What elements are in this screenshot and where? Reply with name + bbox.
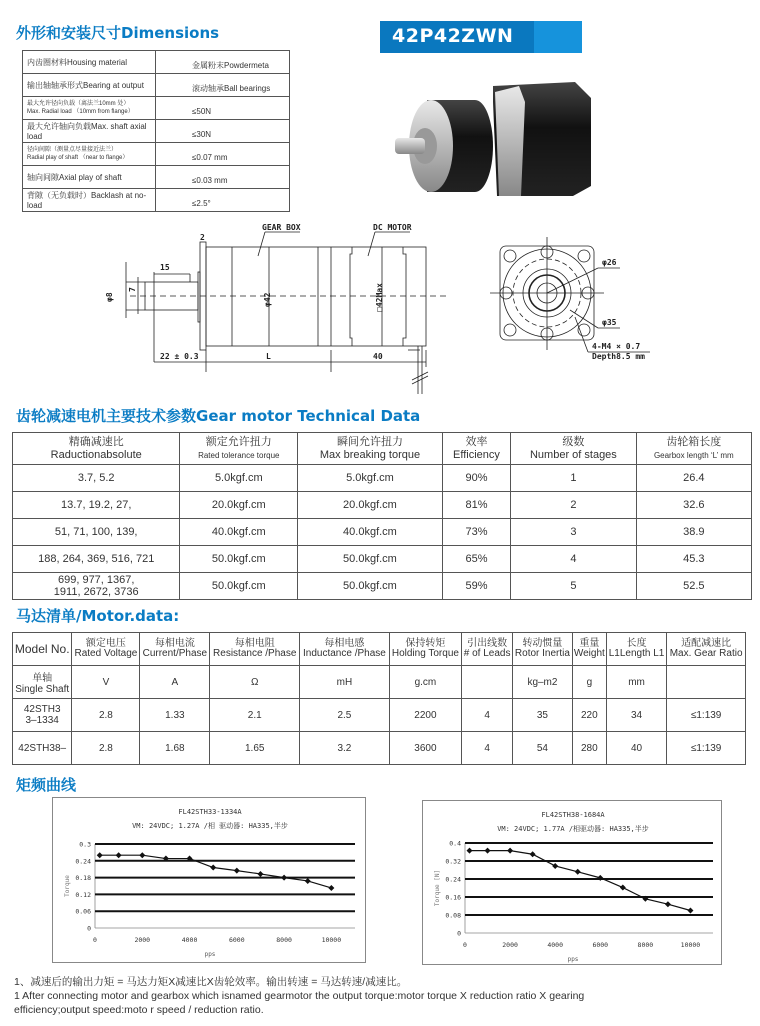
gear-box-label: GEAR BOX [262,223,301,232]
dimension-value: 滚动轴承Ball bearings [156,74,290,97]
x-axis-label: pps [567,956,579,963]
tech-cell: 40.0kgf.cm [298,519,443,546]
data-point [139,852,145,858]
motor-header-cn: 额定电压 [85,638,126,649]
motor-unit-cell: A [140,666,210,699]
motor-cell: 42STH38– [13,732,72,765]
y-tick-label: 0 [457,929,461,938]
dimension-row [23,166,290,189]
dimension-row [23,120,290,143]
motor-flange [495,86,525,196]
tech-header-cn: 级数 [562,435,585,448]
data-point [210,865,216,871]
motor-cell: 2.5 [300,699,389,732]
tech-cell: 3 [511,519,636,546]
torque-chart-2 [422,800,722,965]
motor-header-cn: 每相电阻 [234,638,275,649]
motor-unit-cell: g.cm [389,666,462,699]
dimensions-title: 外形和安装尺寸Dimensions [16,24,220,42]
motor-data-title: 马达清单/Motor.data: [16,607,180,625]
data-point [620,885,626,891]
front-thread: 4-M4 × 0.7 [592,342,641,351]
motor-cell: 280 [572,732,606,765]
motor-cell: 35 [513,699,573,732]
tech-header-cn: 精确减速比 [68,435,124,448]
motor-header [572,633,606,666]
motor-cell: 2.8 [72,699,140,732]
motor-header-en: Current/Phase [142,648,208,659]
x-tick-label: 10000 [321,936,342,944]
x-tick-label: 6000 [228,936,245,944]
tech-cell: 5.0kgf.cm [298,465,443,492]
motor-cell: 40 [606,732,666,765]
torque-chart-1 [52,797,366,963]
x-tick-label: 0 [463,941,467,949]
tech-cell: 50.0kgf.cm [180,546,298,573]
motor-header-en: Weight [573,648,605,659]
tech-header-cn: 效率 [465,435,488,448]
tech-header-en: Rated tolerance torque [198,450,280,460]
motor-unit-cell: kg–m2 [513,666,573,699]
motor-unit-cell: 单轴 Single Shaft [13,666,72,699]
motor-header-cn: 每相电感 [324,638,365,649]
motor-unit-cell: Ω [210,666,300,699]
tech-header-en: Raductionabsolute [50,448,142,461]
dim-15: 15 [160,263,170,272]
tech-cell: 90% [442,465,510,492]
motor-header-en: L1Length L1 [608,648,665,659]
motor-header-en: Rated Voltage [74,648,138,659]
data-point [116,852,122,858]
data-point [530,851,536,857]
motor-cell: 3600 [389,732,462,765]
tech-data-table [12,432,752,600]
motor-cell: 54 [513,732,573,765]
motor-unit-cell: mm [606,666,666,699]
motor-header-cn: 每相电流 [154,638,195,649]
motor-cell: 2200 [389,699,462,732]
x-tick-label: 0 [93,936,97,944]
dimension-label: 内齿圈材料Housing material [23,51,156,74]
tech-cell: 38.9 [636,519,751,546]
y-tick-label: 0.18 [75,874,91,883]
tech-cell: 50.0kgf.cm [298,546,443,573]
front-depth: Depth8.5 mm [592,352,645,361]
y-tick-label: 0 [87,924,91,933]
tech-cell: 4 [511,546,636,573]
y-tick-label: 0.4 [449,839,461,848]
x-tick-label: 6000 [592,941,609,949]
motor-cell: 220 [572,699,606,732]
x-tick-label: 4000 [181,936,198,944]
tech-header [511,433,636,465]
tech-cell: 3.7, 5.2 [13,465,180,492]
motor-header-en: Rotor Inertia [514,648,570,659]
y-tick-label: 0.24 [75,857,91,866]
motor-header-cn: 重量 [579,638,600,649]
x-tick-label: 8000 [637,941,654,949]
motor-cell: 1.68 [140,732,210,765]
y-tick-label: 0.12 [75,890,91,899]
data-point [507,848,513,854]
output-shaft [395,138,425,154]
data-point [575,869,581,875]
motor-header [210,633,300,666]
tech-header-cn: 额定允许扭力 [205,435,272,448]
data-point [467,848,473,854]
tech-cell: 699, 977, 1367, 1911, 2672, 3736 [13,573,180,600]
side-view-drawing [90,222,470,397]
dimension-label: 径向间隙（测量点尽量接近法兰） Radial play of shaft （near to flange） [23,143,156,166]
motor-row [13,699,746,732]
motor-header-en: Model No. [14,642,70,656]
dimension-value: ≤2.5° [156,189,290,212]
tech-cell: 81% [442,492,510,519]
curve-title: 矩频曲线 [16,776,77,794]
motor-header-en: Holding Torque [391,648,459,659]
tech-cell: 20.0kgf.cm [298,492,443,519]
motor-header-cn: 长度 [626,638,647,649]
front-phi35: φ35 [602,318,617,327]
dimension-value: ≤30N [156,120,290,143]
x-axis-label: pps [204,951,216,958]
motor-cell: 2.1 [210,699,300,732]
dim-phi42: φ42 [263,292,272,307]
dim-L: L [266,352,271,361]
motor-cell: 3.2 [300,732,389,765]
tech-cell: 40.0kgf.cm [180,519,298,546]
motor-header-en: Inductance /Phase [302,648,386,659]
chart-title: FL42STH38-1684A [541,811,605,819]
motor-cell: 1.33 [140,699,210,732]
chart-subtitle: VM: 24VDC; 1.27A /相 驱动器: HA335,半步 [132,822,288,830]
data-point [234,868,240,874]
data-point [552,863,558,869]
motor-cell: ≤1:139 [667,732,746,765]
tech-cell: 50.0kgf.cm [180,573,298,600]
tech-header-en: Gearbox length ‘L’ mm [653,450,734,460]
motor-cell: 2.8 [72,732,140,765]
y-tick-label: 0.06 [75,907,91,916]
motor-header [72,633,140,666]
chart-subtitle: VM: 24VDC; 1.77A /相驱动器: HA335,半步 [497,825,649,833]
motor-data-table [12,632,746,765]
motor-unit-cell: V [72,666,140,699]
dimension-label: 最大允许径向负载（离法兰10mm 处） Max. Radial load （10mm from flange） [23,97,156,120]
x-tick-label: 2000 [502,941,518,949]
motor-header [462,633,513,666]
dimension-row [23,74,290,97]
dim-2: 2 [200,233,205,242]
dimension-label: 输出轴轴承形式Bearing at output [23,74,156,97]
tech-cell: 65% [442,546,510,573]
tech-row [13,573,752,600]
motor-units-row [13,666,746,699]
tech-cell: 73% [442,519,510,546]
tech-header [13,433,180,465]
tech-header [298,433,443,465]
dim-40: 40 [373,352,383,361]
tech-cell: 26.4 [636,465,751,492]
dimension-value: 金属粉末Powdermeta [156,51,290,74]
tech-cell: 45.3 [636,546,751,573]
tech-cell: 59% [442,573,510,600]
tech-row [13,465,752,492]
model-banner [380,21,582,53]
motor-unit-cell [462,666,513,699]
motor-cell: 1.65 [210,732,300,765]
tech-cell: 52.5 [636,573,751,600]
y-tick-label: 0.16 [445,893,461,902]
dim-7: 7 [128,287,137,292]
motor-cell: ≤1:139 [667,699,746,732]
motor-header [13,633,72,666]
motor-cell: 34 [606,699,666,732]
dimension-label: 背隙（无负载时）Backlash at no-load [23,189,156,212]
tech-data-title: 齿轮减速电机主要技术参数Gear motor Technical Data [16,407,421,425]
y-tick-label: 0.08 [445,911,461,920]
tech-row [13,546,752,573]
product-photo [395,78,625,208]
dimension-row [23,51,290,74]
tech-cell: 188, 264, 369, 516, 721 [13,546,180,573]
motor-header-cn: 保持转矩 [405,638,446,649]
motor-header-en: Max. Gear Ratio [669,648,743,659]
motor-header-cn: 引出线数 [467,638,508,649]
model-number: 42P42ZWN [392,25,514,47]
motor-unit-cell: mH [300,666,389,699]
tech-cell: 51, 71, 100, 139, [13,519,180,546]
front-phi26: φ26 [602,258,617,267]
footnote [14,975,584,1017]
motor-cell: 4 [462,699,513,732]
x-tick-label: 2000 [134,936,151,944]
data-point [257,871,263,877]
dc-motor-label: DC MOTOR [373,223,412,232]
motor-header [667,633,746,666]
tech-cell: 2 [511,492,636,519]
tech-header-cn: 瞬间允许扭力 [336,435,403,448]
motor-header [513,633,573,666]
motor-header-cn: 适配减速比 [681,638,732,649]
data-point [665,901,671,907]
dimension-row [23,143,290,166]
y-axis-label: Torque [64,875,71,897]
series-line [470,851,691,911]
x-tick-label: 8000 [276,936,292,944]
data-point [687,908,693,914]
tech-header [636,433,751,465]
motor-header-en: # of Leads [463,648,511,659]
y-tick-label: 0.24 [445,875,461,884]
motor-unit-cell [667,666,746,699]
dimension-row [23,189,290,212]
tech-header [180,433,298,465]
motor-header [606,633,666,666]
motor-header [300,633,389,666]
tech-cell: 5.0kgf.cm [180,465,298,492]
x-tick-label: 10000 [680,941,701,949]
data-point [281,875,287,881]
front-view-drawing [470,232,670,367]
motor-cell: 4 [462,732,513,765]
tech-cell: 50.0kgf.cm [298,573,443,600]
data-point [485,848,491,854]
data-point [328,885,334,891]
dimension-value: ≤0.03 mm [156,166,290,189]
motor-header [389,633,462,666]
tech-cell: 13.7, 19.2, 27, [13,492,180,519]
data-point [97,852,103,858]
tech-cell: 1 [511,465,636,492]
motor-cell: 42STH3 3–1334 [13,699,72,732]
tech-header-en: Max breaking torque [319,448,421,461]
x-tick-label: 4000 [547,941,564,949]
footnote-en-2: efficiency;output speed:moto r speed / reduction ratio. [14,1004,264,1016]
dim-phi8: φ8 [105,292,114,302]
tech-cell: 32.6 [636,492,751,519]
y-axis-label: Torque [N] [434,869,441,907]
tech-header [442,433,510,465]
tech-header-en: Efficiency [453,448,500,461]
motor-header-cn: 转动惯量 [522,638,563,649]
banner-accent [534,21,582,53]
dimension-label: 轴向间隙Axial play of shaft [23,166,156,189]
dimension-value: ≤50N [156,97,290,120]
dimension-label: 最大允许轴向负载Max. shaft axial load [23,120,156,143]
tech-cell: 20.0kgf.cm [180,492,298,519]
motor-header [140,633,210,666]
footnote-cn: 1、减速后的输出力矩 = 马达力矩X减速比X齿轮效率。输出转速 = 马达转速/减速比。 [14,976,408,988]
tech-row [13,492,752,519]
tech-header-cn: 齿轮箱长度 [666,435,722,448]
motor-row [13,732,746,765]
tech-cell: 5 [511,573,636,600]
dim-22: 22 ± 0.3 [160,352,199,361]
dimensions-table [22,50,290,212]
dimension-value: ≤0.07 mm [156,143,290,166]
chart-title: FL42STH33-1334A [178,808,242,816]
motor-unit-cell: g [572,666,606,699]
y-tick-label: 0.3 [79,840,91,849]
y-tick-label: 0.32 [445,857,461,866]
tech-row [13,519,752,546]
dimension-row [23,97,290,120]
footnote-en-1: 1 After connecting motor and gearbox which isnamed gearmotor the output torque:motor torque X reduction ratio X gearing [14,990,585,1002]
dim-42max: □42Max [375,283,384,312]
motor-header-en: Resistance /Phase [213,648,297,659]
data-point [305,878,311,884]
tech-header-en: Number of stages [529,448,617,461]
